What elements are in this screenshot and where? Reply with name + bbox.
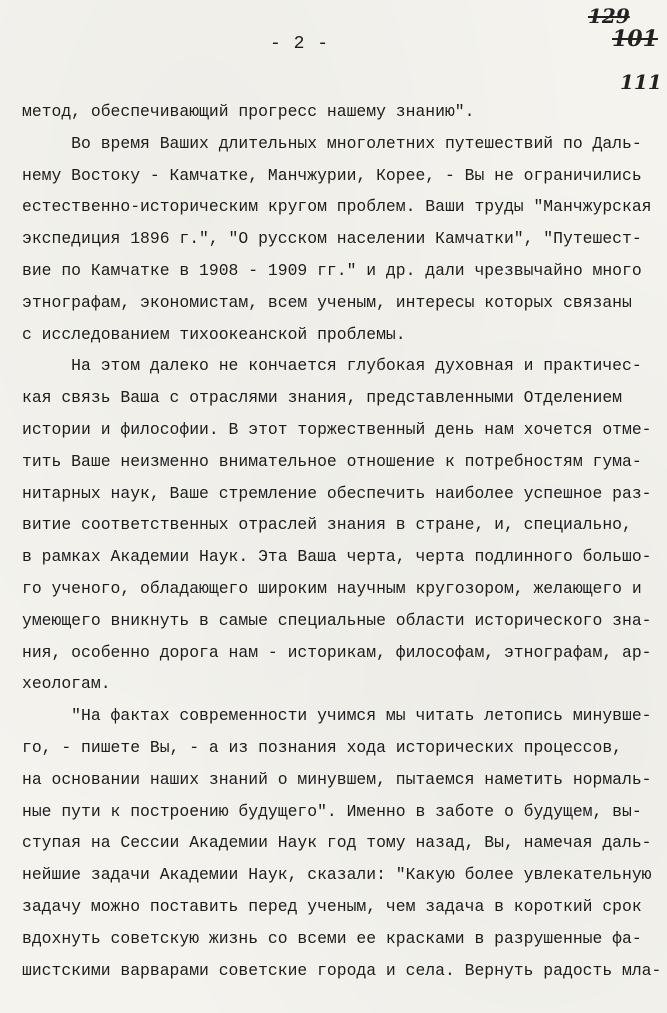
page-number: - 2 -	[270, 34, 330, 54]
text-line: хеологам.	[22, 674, 111, 694]
archive-number-old: 129	[588, 4, 630, 28]
text-line: ния, особенно дорога нам - историкам, философам, этнографам, ар-	[22, 642, 652, 662]
text-line: ные пути к построению будущего". Именно в заботе о будущем, вы-	[22, 801, 642, 821]
text-line: кая связь Ваша с отраслями знания, представленными Отделением	[22, 388, 622, 408]
text-line: нему Востоку - Камчатке, Манчжурии, Корее, - Вы не ограничились	[22, 165, 642, 185]
text-line: нейшие задачи Академии Наук, сказали: "Какую более увлекательную	[22, 865, 652, 885]
text-line: На этом далеко не кончается глубокая духовная и практичес-	[22, 356, 642, 376]
archive-number-new: 101	[612, 26, 658, 52]
text-line: го ученого, обладающего широким научным кругозором, желающего и	[22, 578, 642, 598]
typed-text-body	[22, 96, 662, 986]
text-line: го, - пишете Вы, - а из познания хода исторических процессов,	[22, 737, 622, 757]
text-line: метод, обеспечивающий прогресс нашему знанию".	[22, 102, 475, 121]
text-line: задачу можно поставить перед ученым, чем задача в короткий срок	[22, 896, 642, 916]
text-line: экспедиция 1896 г.", "О русском населении Камчатки", "Путешест-	[22, 229, 642, 249]
text-line: нитарных наук, Ваше стремление обеспечить наиболее успешное раз-	[22, 483, 652, 503]
archive-number-current: 111	[620, 70, 662, 94]
text-line: в рамках Академии Наук. Эта Ваша черта, черта подлинного большо-	[22, 547, 652, 567]
text-line: витие соответственных отраслей знания в стране, и, специально,	[22, 515, 632, 535]
text-line: вдохнуть советскую жизнь со всеми ее красками в разрушенные фа-	[22, 928, 642, 948]
text-line: Во время Ваших длительных многолетних путешествий по Даль-	[22, 133, 642, 153]
text-line: умеющего вникнуть в самые специальные области исторического зна-	[22, 610, 652, 630]
text-line: истории и философии. В этот торжественный день нам хочется отме-	[22, 419, 652, 439]
text-line: ступая на Сессии Академии Наук год тому назад, Вы, намечая даль-	[22, 833, 652, 853]
text-line: вие по Камчатке в 1908 - 1909 гг." и др. дали чрезвычайно много	[22, 260, 642, 280]
text-line: тить Ваше неизменно внимательное отношение к потребностям гума-	[22, 451, 642, 471]
text-line: "На фактах современности учимся мы читать летопись минувше-	[22, 706, 652, 726]
text-line: этнографам, экономистам, всем ученым, интересы которых связаны	[22, 292, 632, 312]
text-line: шистскими варварами советские города и села. Вернуть радость мла-	[22, 960, 662, 980]
text-line: естественно-историческим кругом проблем. Ваши труды "Манчжурская	[22, 197, 652, 217]
text-line: с исследованием тихоокеанской проблемы.	[22, 324, 406, 344]
text-line: на основании наших знаний о минувшем, пытаемся наметить нормаль-	[22, 769, 652, 789]
